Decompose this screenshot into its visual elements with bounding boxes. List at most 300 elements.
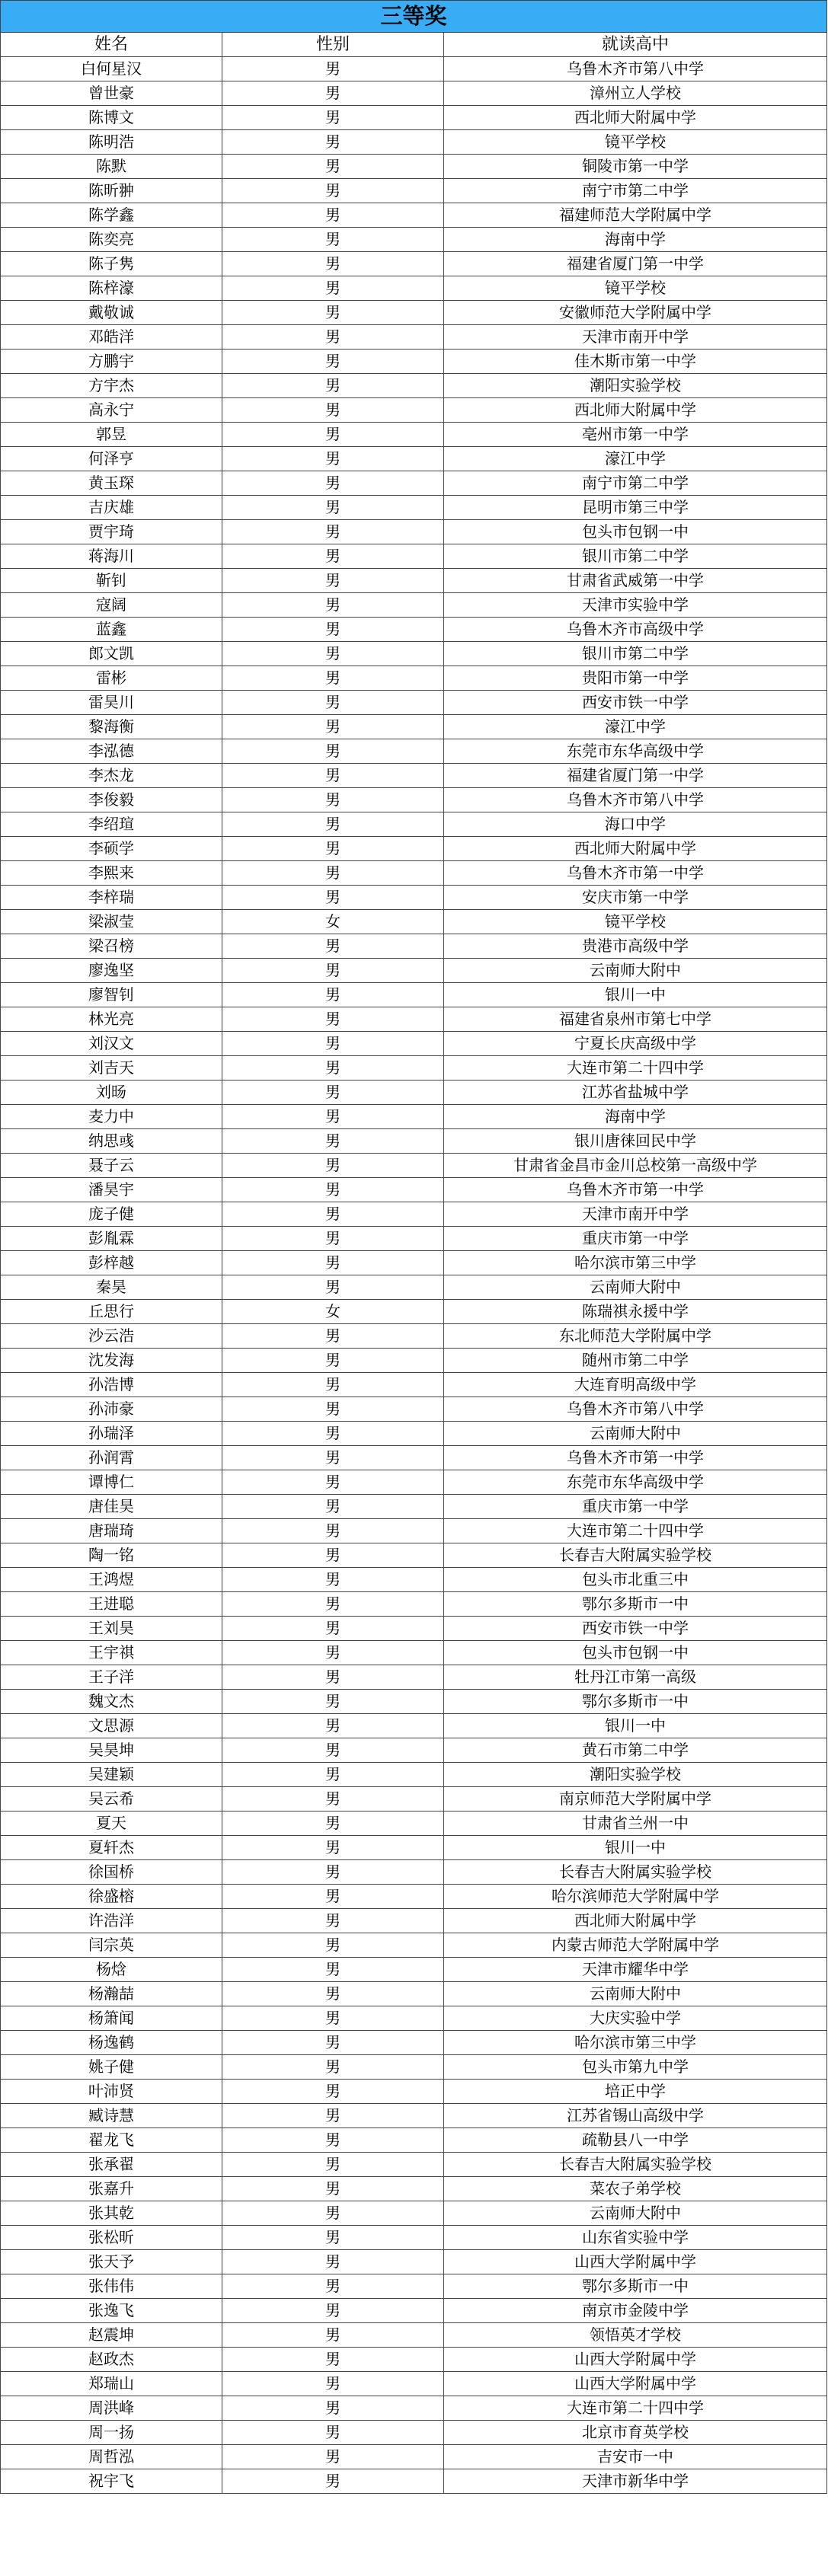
student-gender: 男 [222,228,444,252]
student-name: 王刘昊 [1,1617,222,1641]
table-row [1,788,827,812]
student-gender: 男 [222,1251,444,1275]
student-school: 海南中学 [444,1105,827,1129]
student-name: 靳钊 [1,569,222,593]
student-school: 乌鲁木齐市第一中学 [444,1178,827,1202]
student-school: 天津市南开中学 [444,1202,827,1227]
student-gender: 女 [222,1300,444,1324]
table-row [1,618,827,642]
student-gender: 男 [222,2201,444,2226]
table-row [1,1446,827,1470]
table-row [1,1885,827,1909]
student-name: 庞子健 [1,1202,222,1227]
student-name: 刘旸 [1,1081,222,1105]
student-name: 文思源 [1,1714,222,1738]
student-name: 赵政杰 [1,2348,222,2372]
student-gender: 男 [222,1324,444,1349]
student-name: 杨焓 [1,1958,222,1982]
student-gender: 男 [222,861,444,886]
student-school: 西安市铁一中学 [444,691,827,715]
student-name: 陈学鑫 [1,203,222,228]
student-name: 张其乾 [1,2201,222,2226]
student-name: 王子洋 [1,1665,222,1690]
student-gender: 男 [222,106,444,130]
student-name: 郭昱 [1,423,222,447]
student-name: 张松昕 [1,2226,222,2250]
student-gender: 男 [222,81,444,106]
student-gender: 男 [222,1275,444,1300]
table-row [1,2006,827,2031]
student-school: 乌鲁木齐市第八中学 [444,1397,827,1422]
student-name: 李硕学 [1,837,222,861]
student-school: 云南师大附中 [444,1275,827,1300]
student-name: 邓皓洋 [1,325,222,350]
student-gender: 男 [222,1202,444,1227]
student-name: 周哲泓 [1,2445,222,2469]
student-school: 领悟英才学校 [444,2323,827,2348]
table-row [1,2274,827,2299]
student-school: 江苏省锡山高级中学 [444,2104,827,2128]
student-name: 麦力中 [1,1105,222,1129]
table-row [1,2104,827,2128]
student-name: 谭博仁 [1,1470,222,1495]
table-row [1,1373,827,1397]
table-row [1,2031,827,2055]
student-school: 大连市第二十四中学 [444,1519,827,1543]
student-name: 许浩洋 [1,1909,222,1933]
student-name: 白何星汉 [1,57,222,81]
student-school: 菜农子弟学校 [444,2177,827,2201]
table-row [1,2396,827,2421]
table-row [1,910,827,934]
student-gender: 男 [222,1568,444,1592]
student-gender: 男 [222,1885,444,1909]
student-school: 山西大学附属中学 [444,2250,827,2274]
student-name: 戴敬诚 [1,301,222,325]
student-gender: 男 [222,764,444,788]
student-gender: 男 [222,739,444,764]
student-gender: 男 [222,1933,444,1958]
student-gender: 男 [222,2128,444,2153]
table-row [1,1738,827,1763]
student-gender: 男 [222,496,444,520]
student-gender: 男 [222,1373,444,1397]
student-gender: 男 [222,350,444,374]
student-gender: 男 [222,520,444,544]
table-row [1,1617,827,1641]
student-school: 乌鲁木齐市高级中学 [444,618,827,642]
student-school: 江苏省盐城中学 [444,1081,827,1105]
student-school: 包头市第九中学 [444,2055,827,2080]
table-row [1,983,827,1007]
header-gender: 性别 [222,33,444,57]
student-gender: 男 [222,252,444,276]
student-school: 濠江中学 [444,715,827,739]
student-gender: 男 [222,423,444,447]
student-name: 刘汉文 [1,1032,222,1056]
student-gender: 男 [222,57,444,81]
table-row [1,1227,827,1251]
student-school: 内蒙古师范大学附属中学 [444,1933,827,1958]
student-school: 大连市第二十四中学 [444,2396,827,2421]
student-gender: 男 [222,1714,444,1738]
student-school: 福建省泉州市第七中学 [444,1007,827,1032]
table-row [1,447,827,471]
table-row [1,1422,827,1446]
table-row [1,715,827,739]
student-school: 南宁市第二中学 [444,179,827,203]
student-gender: 男 [222,2323,444,2348]
table-row [1,1763,827,1787]
student-gender: 男 [222,2177,444,2201]
table-row [1,2445,827,2469]
table-row [1,2323,827,2348]
student-school: 南宁市第二中学 [444,471,827,496]
table-row [1,398,827,423]
student-gender: 男 [222,1227,444,1251]
student-name: 唐佳昊 [1,1495,222,1519]
student-name: 吴云希 [1,1787,222,1811]
student-gender: 男 [222,1738,444,1763]
student-school: 包头市包钢一中 [444,520,827,544]
table-row [1,1251,827,1275]
header-row [1,33,827,57]
student-name: 蒋海川 [1,544,222,569]
student-gender: 男 [222,837,444,861]
student-name: 王进聪 [1,1592,222,1617]
student-gender: 男 [222,593,444,618]
table-row [1,1568,827,1592]
student-name: 周洪峰 [1,2396,222,2421]
table-row [1,203,827,228]
student-school: 哈尔滨市第三中学 [444,1251,827,1275]
table-row [1,1154,827,1178]
student-name: 聂子云 [1,1154,222,1178]
table-row [1,886,827,910]
student-school: 银川市第二中学 [444,642,827,666]
student-gender: 男 [222,544,444,569]
student-name: 廖智钊 [1,983,222,1007]
student-name: 李俊毅 [1,788,222,812]
student-name: 雷昊川 [1,691,222,715]
student-gender: 男 [222,276,444,301]
table-row [1,2128,827,2153]
student-name: 张承翟 [1,2153,222,2177]
student-gender: 男 [222,179,444,203]
student-gender: 男 [222,1422,444,1446]
table-row [1,1300,827,1324]
student-school: 东莞市东华高级中学 [444,1470,827,1495]
student-school: 长春吉大附属实验学校 [444,1543,827,1568]
table-row [1,642,827,666]
student-school: 乌鲁木齐市第八中学 [444,57,827,81]
table-row [1,374,827,398]
student-name: 李熙来 [1,861,222,886]
student-school: 北京市育英学校 [444,2421,827,2445]
student-gender: 男 [222,1519,444,1543]
student-gender: 男 [222,642,444,666]
student-name: 夏轩杰 [1,1836,222,1860]
table-row [1,1690,827,1714]
table-row [1,934,827,959]
student-school: 山西大学附属中学 [444,2348,827,2372]
student-school: 镜平学校 [444,276,827,301]
student-name: 寇阔 [1,593,222,618]
student-school: 鄂尔多斯市一中 [444,1690,827,1714]
student-name: 孙瑞泽 [1,1422,222,1446]
student-name: 黎海衡 [1,715,222,739]
student-school: 西北师大附属中学 [444,106,827,130]
student-school: 甘肃省金昌市金川总校第一高级中学 [444,1154,827,1178]
student-gender: 男 [222,374,444,398]
table-row [1,1592,827,1617]
student-gender: 男 [222,130,444,155]
header-school: 就读高中 [444,33,827,57]
student-name: 张嘉升 [1,2177,222,2201]
student-gender: 男 [222,2299,444,2323]
student-gender: 男 [222,2421,444,2445]
student-school: 安徽师范大学附属中学 [444,301,827,325]
student-school: 鄂尔多斯市一中 [444,2274,827,2299]
student-name: 张伟伟 [1,2274,222,2299]
student-school: 乌鲁木齐市第八中学 [444,788,827,812]
student-gender: 男 [222,1495,444,1519]
student-school: 包头市北重三中 [444,1568,827,1592]
student-name: 纳思彧 [1,1129,222,1154]
student-name: 王鸿煜 [1,1568,222,1592]
student-gender: 男 [222,1982,444,2006]
student-gender: 男 [222,155,444,179]
student-school: 海南中学 [444,228,827,252]
student-name: 方鹏宇 [1,350,222,374]
student-school: 天津市实验中学 [444,593,827,618]
table-row [1,423,827,447]
table-row [1,2080,827,2104]
table-row [1,1349,827,1373]
student-school: 贵阳市第一中学 [444,666,827,691]
table-row [1,2372,827,2396]
student-gender: 男 [222,1056,444,1081]
student-gender: 男 [222,1007,444,1032]
student-name: 吉庆雄 [1,496,222,520]
student-gender: 男 [222,715,444,739]
table-row [1,1909,827,1933]
student-name: 郎文凯 [1,642,222,666]
student-school: 南京市金陵中学 [444,2299,827,2323]
student-school: 铜陵市第一中学 [444,155,827,179]
student-school: 乌鲁木齐市第一中学 [444,1446,827,1470]
header-name: 姓名 [1,33,222,57]
student-name: 徐国桥 [1,1860,222,1885]
student-gender: 男 [222,569,444,593]
table-row [1,325,827,350]
table-row [1,276,827,301]
student-name: 吴建颖 [1,1763,222,1787]
student-school: 重庆市第一中学 [444,1495,827,1519]
student-name: 夏天 [1,1811,222,1836]
table-row [1,2153,827,2177]
student-name: 梁召榜 [1,934,222,959]
student-school: 西北师大附属中学 [444,398,827,423]
table-row [1,252,827,276]
student-school: 漳州立人学校 [444,81,827,106]
student-school: 昆明市第三中学 [444,496,827,520]
student-name: 吴昊坤 [1,1738,222,1763]
student-school: 镜平学校 [444,130,827,155]
student-gender: 男 [222,666,444,691]
student-gender: 男 [222,691,444,715]
student-school: 潮阳实验学校 [444,1763,827,1787]
table-row [1,2177,827,2201]
student-school: 甘肃省兰州一中 [444,1811,827,1836]
student-gender: 男 [222,2226,444,2250]
student-school: 吉安市一中 [444,2445,827,2469]
table-row [1,1324,827,1349]
student-name: 彭梓越 [1,1251,222,1275]
student-school: 佳木斯市第一中学 [444,350,827,374]
student-school: 山东省实验中学 [444,2226,827,2250]
table-row [1,1933,827,1958]
table-row [1,2250,827,2274]
title-row [1,1,827,33]
table-row [1,130,827,155]
student-gender: 男 [222,1617,444,1641]
table-row [1,1105,827,1129]
student-gender: 男 [222,1592,444,1617]
student-gender: 男 [222,1543,444,1568]
table-row [1,1178,827,1202]
student-school: 陈瑞祺永援中学 [444,1300,827,1324]
student-gender: 男 [222,1641,444,1665]
student-name: 魏文杰 [1,1690,222,1714]
student-gender: 男 [222,2274,444,2299]
student-school: 南京师范大学附属中学 [444,1787,827,1811]
table-row [1,81,827,106]
student-gender: 男 [222,1787,444,1811]
student-school: 甘肃省武威第一中学 [444,569,827,593]
student-gender: 男 [222,1105,444,1129]
table-row [1,1519,827,1543]
student-name: 廖逸坚 [1,959,222,983]
student-gender: 男 [222,2250,444,2274]
student-school: 银川一中 [444,983,827,1007]
student-gender: 男 [222,2031,444,2055]
table-row [1,1202,827,1227]
student-name: 陈梓濠 [1,276,222,301]
student-gender: 男 [222,1665,444,1690]
student-gender: 男 [222,2372,444,2396]
student-name: 孙浩博 [1,1373,222,1397]
student-gender: 男 [222,2006,444,2031]
student-gender: 男 [222,1349,444,1373]
student-school: 银川一中 [444,1714,827,1738]
student-gender: 男 [222,1154,444,1178]
student-gender: 男 [222,1081,444,1105]
student-school: 贵港市高级中学 [444,934,827,959]
student-school: 潮阳实验学校 [444,374,827,398]
table-row [1,1982,827,2006]
student-gender: 男 [222,447,444,471]
table-row [1,764,827,788]
table-row [1,1056,827,1081]
student-name: 丘思行 [1,1300,222,1324]
student-gender: 女 [222,910,444,934]
student-name: 刘吉天 [1,1056,222,1081]
table-row [1,1470,827,1495]
table-row [1,2421,827,2445]
student-school: 濠江中学 [444,447,827,471]
award-title: 三等奖 [1,1,827,33]
student-gender: 男 [222,1836,444,1860]
student-school: 西北师大附属中学 [444,1909,827,1933]
student-school: 云南师大附中 [444,1982,827,2006]
table-row [1,1129,827,1154]
table-row [1,837,827,861]
table-row [1,739,827,764]
student-school: 重庆市第一中学 [444,1227,827,1251]
student-name: 徐盛榕 [1,1885,222,1909]
student-school: 天津市耀华中学 [444,1958,827,1982]
student-school: 东莞市东华高级中学 [444,739,827,764]
student-name: 郑瑞山 [1,2372,222,2396]
student-name: 何泽亨 [1,447,222,471]
student-name: 李绍瑄 [1,812,222,837]
table-row [1,1811,827,1836]
student-gender: 男 [222,1909,444,1933]
student-name: 方宇杰 [1,374,222,398]
student-gender: 男 [222,2396,444,2421]
student-gender: 男 [222,1397,444,1422]
student-name: 梁淑莹 [1,910,222,934]
student-school: 大连市第二十四中学 [444,1056,827,1081]
table-row [1,593,827,618]
student-school: 天津市南开中学 [444,325,827,350]
student-gender: 男 [222,934,444,959]
table-row [1,1860,827,1885]
student-name: 唐瑞琦 [1,1519,222,1543]
table-row [1,2299,827,2323]
student-name: 陈博文 [1,106,222,130]
student-gender: 男 [222,1470,444,1495]
student-school: 哈尔滨师范大学附属中学 [444,1885,827,1909]
student-name: 孙润霄 [1,1446,222,1470]
table-row [1,179,827,203]
table-row [1,1958,827,1982]
student-school: 云南师大附中 [444,1422,827,1446]
student-gender: 男 [222,2055,444,2080]
student-gender: 男 [222,1032,444,1056]
student-gender: 男 [222,1690,444,1714]
student-gender: 男 [222,1446,444,1470]
student-school: 大连育明高级中学 [444,1373,827,1397]
table-row [1,569,827,593]
student-school: 牡丹江市第一高级 [444,1665,827,1690]
student-school: 乌鲁木齐市第一中学 [444,861,827,886]
student-school: 镜平学校 [444,910,827,934]
table-row [1,1787,827,1811]
table-row [1,520,827,544]
table-row [1,228,827,252]
student-school: 银川唐徕回民中学 [444,1129,827,1154]
student-gender: 男 [222,203,444,228]
student-school: 长春吉大附属实验学校 [444,2153,827,2177]
table-row [1,1836,827,1860]
student-gender: 男 [222,1763,444,1787]
student-school: 福建省厦门第一中学 [444,764,827,788]
student-name: 祝宇飞 [1,2469,222,2494]
table-row [1,301,827,325]
student-name: 杨逸鹤 [1,2031,222,2055]
